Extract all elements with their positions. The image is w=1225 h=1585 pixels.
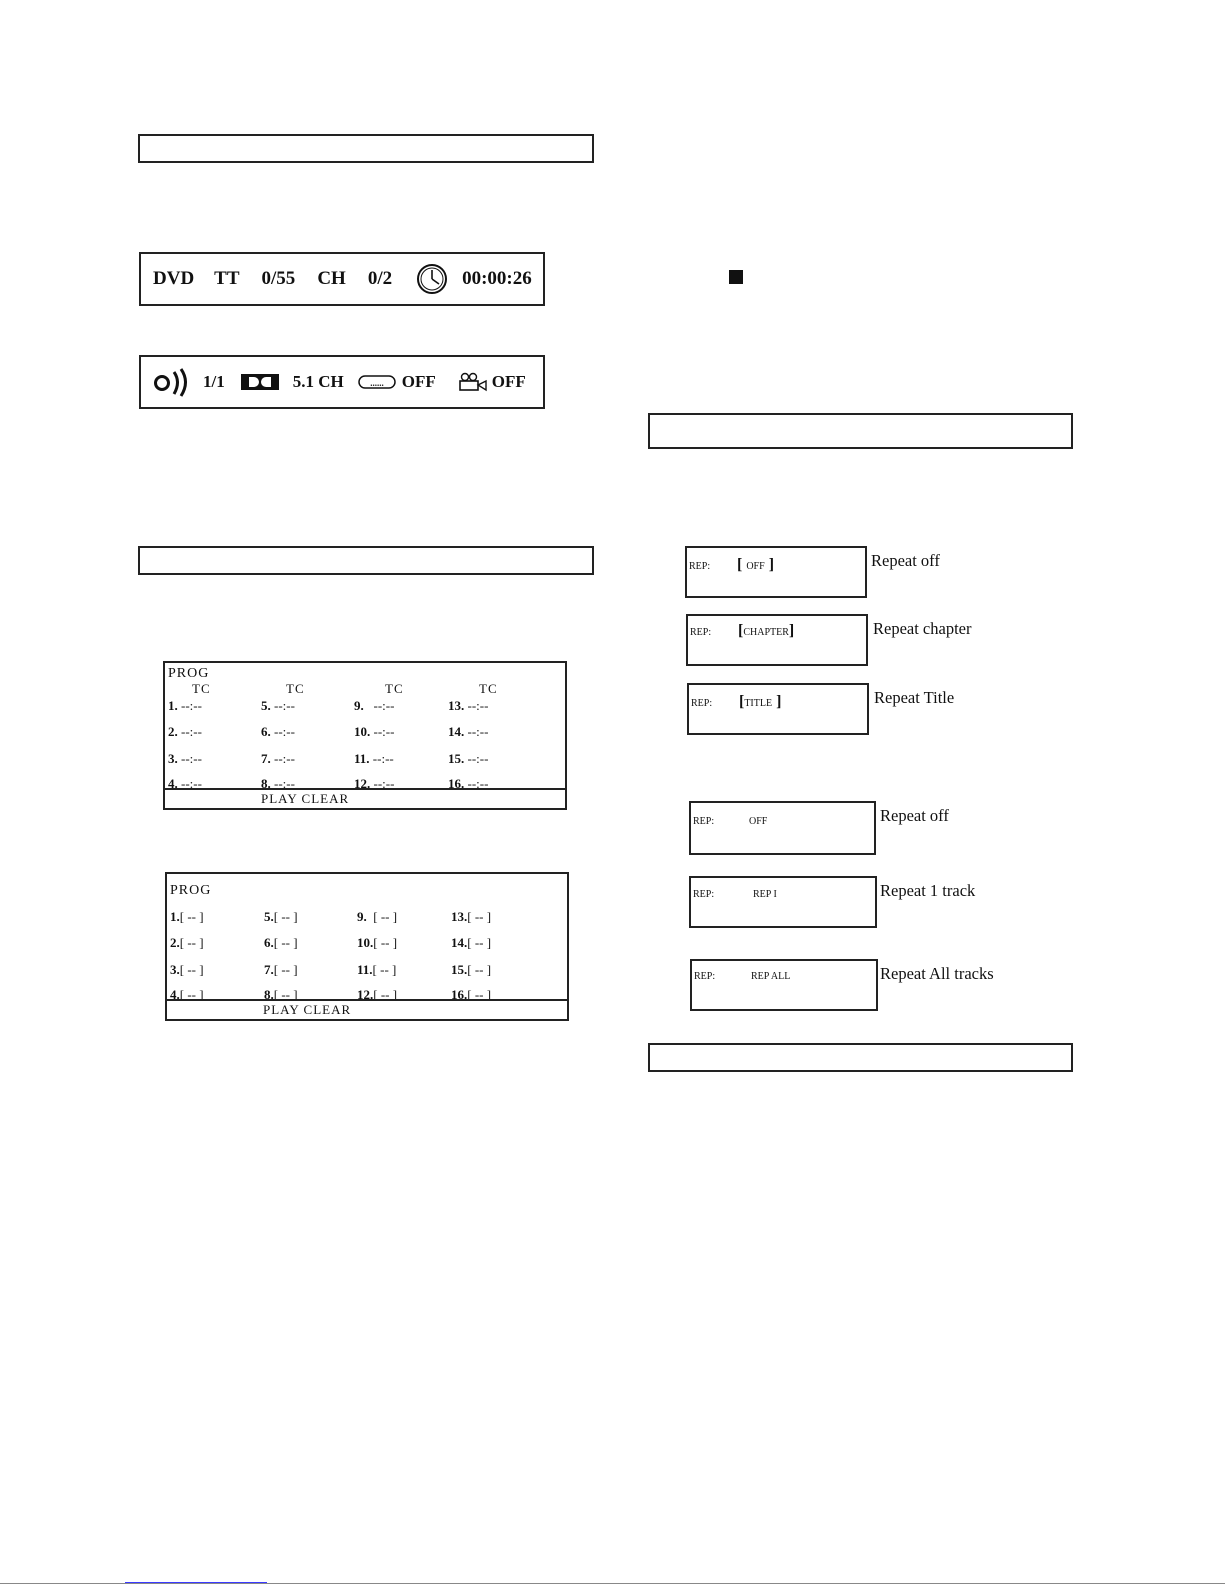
osd-info-bar-disc — [139, 252, 545, 306]
program-slot[interactable]: 12. --:-- — [354, 776, 395, 791]
repeat-panel — [685, 546, 867, 598]
title-label: TT — [214, 268, 240, 289]
footnote-link-underline[interactable] — [125, 1582, 267, 1583]
program-slot[interactable]: 5. --:-- — [261, 698, 295, 713]
program-slot[interactable]: 6. --:-- — [261, 724, 295, 739]
repeat-value: [TITLE ] — [739, 693, 782, 710]
program-footer — [165, 788, 565, 808]
audio-track-count: 1/1 — [203, 372, 225, 391]
program-slot[interactable]: 13. --:-- — [448, 698, 489, 713]
repeat-label: REP: — [690, 627, 712, 638]
program-slot[interactable]: 9. --:-- — [354, 698, 395, 713]
repeat-value: OFF — [749, 816, 768, 827]
program-slot[interactable]: 4.[ -- ] — [170, 987, 204, 1002]
program-slot[interactable]: 11.[ -- ] — [357, 962, 397, 977]
program-slot[interactable]: 5.[ -- ] — [264, 909, 298, 924]
program-slot[interactable]: 13.[ -- ] — [451, 909, 492, 924]
program-slot[interactable]: 3.[ -- ] — [170, 962, 204, 977]
repeat-value: REP ALL — [751, 971, 791, 982]
repeat-caption: Repeat Title — [874, 688, 955, 707]
program-slot[interactable]: 16. --:-- — [448, 776, 489, 791]
angle-state: OFF — [491, 372, 526, 391]
repeat-caption: Repeat off — [871, 551, 940, 570]
play-clear-label[interactable]: PLAY CLEAR — [263, 1002, 352, 1017]
program-slot[interactable]: 4. --:-- — [168, 776, 202, 791]
column-header-tc: TC — [479, 681, 498, 696]
program-slot[interactable]: 1.[ -- ] — [170, 909, 204, 924]
column-header-tc: TC — [385, 681, 404, 696]
repeat-label: REP: — [689, 561, 711, 572]
title-count: 0/55 — [261, 268, 296, 289]
program-slot[interactable]: 14.[ -- ] — [451, 935, 492, 950]
repeat-label: REP: — [694, 971, 716, 982]
program-slot[interactable]: 2.[ -- ] — [170, 935, 204, 950]
column-header-tc: TC — [286, 681, 305, 696]
column-header-tc: TC — [192, 681, 211, 696]
program-slot[interactable]: 12.[ -- ] — [357, 987, 398, 1002]
repeat-label: REP: — [693, 889, 715, 900]
program-slot[interactable]: 7. --:-- — [261, 751, 295, 766]
program-panel-cd — [165, 872, 569, 1021]
program-slot[interactable]: 16.[ -- ] — [451, 987, 492, 1002]
program-title: PROG — [168, 666, 210, 681]
program-slot[interactable]: 11. --:-- — [354, 751, 394, 766]
section-heading-box-1 — [138, 134, 594, 163]
program-slot[interactable]: 10. --:-- — [354, 724, 395, 739]
program-slot[interactable]: 15. --:-- — [448, 751, 489, 766]
program-title: PROG — [170, 883, 212, 898]
program-panel-dvd — [163, 661, 567, 810]
camera-angle-icon — [458, 372, 488, 392]
repeat-caption: Repeat 1 track — [880, 881, 976, 900]
repeat-panel — [689, 876, 877, 928]
program-footer — [167, 999, 567, 1019]
program-slot[interactable]: 2. --:-- — [168, 724, 202, 739]
repeat-panel — [687, 683, 869, 735]
elapsed-time: 00:00:26 — [462, 268, 532, 289]
chapter-label: CH — [317, 268, 346, 289]
repeat-panel — [689, 801, 876, 855]
osd-info-bar-audio — [139, 355, 545, 409]
repeat-panel — [686, 614, 868, 666]
repeat-value: [CHAPTER] — [738, 622, 795, 639]
program-slot[interactable]: 8. --:-- — [261, 776, 295, 791]
chapter-count: 0/2 — [367, 268, 393, 289]
program-slot[interactable]: 7.[ -- ] — [264, 962, 298, 977]
repeat-value: REP I — [753, 889, 777, 900]
program-slot[interactable]: 3. --:-- — [168, 751, 202, 766]
section-heading-box-3 — [648, 413, 1073, 449]
svg-text:......: ...... — [369, 378, 384, 388]
program-slot[interactable]: 1. --:-- — [168, 698, 202, 713]
program-slot[interactable]: 14. --:-- — [448, 724, 489, 739]
repeat-label: REP: — [693, 816, 715, 827]
subtitle-icon — [358, 374, 396, 390]
section-heading-box-4 — [648, 1043, 1073, 1072]
audio-format: 5.1 CH — [292, 372, 344, 391]
repeat-panel — [690, 959, 878, 1011]
dolby-digital-icon — [241, 372, 279, 392]
repeat-caption: Repeat off — [880, 806, 949, 825]
program-slot[interactable]: 8.[ -- ] — [264, 987, 298, 1002]
page-bottom-rule — [0, 1583, 1225, 1584]
subtitle-state: OFF — [401, 372, 436, 391]
clock-icon — [416, 263, 448, 295]
repeat-label: REP: — [691, 698, 713, 709]
repeat-caption: Repeat chapter — [873, 619, 972, 638]
repeat-value: [ OFF ] — [737, 556, 775, 573]
program-slot[interactable]: 9. [ -- ] — [357, 909, 398, 924]
play-clear-label[interactable]: PLAY CLEAR — [261, 791, 350, 806]
program-slot[interactable]: 6.[ -- ] — [264, 935, 298, 950]
audio-waves-icon — [153, 367, 193, 397]
section-heading-box-2 — [138, 546, 594, 575]
disc-type-label: DVD — [153, 268, 195, 289]
program-slot[interactable]: 15.[ -- ] — [451, 962, 492, 977]
repeat-caption: Repeat All tracks — [880, 964, 994, 983]
stop-icon — [729, 270, 743, 284]
program-slot[interactable]: 10.[ -- ] — [357, 935, 398, 950]
